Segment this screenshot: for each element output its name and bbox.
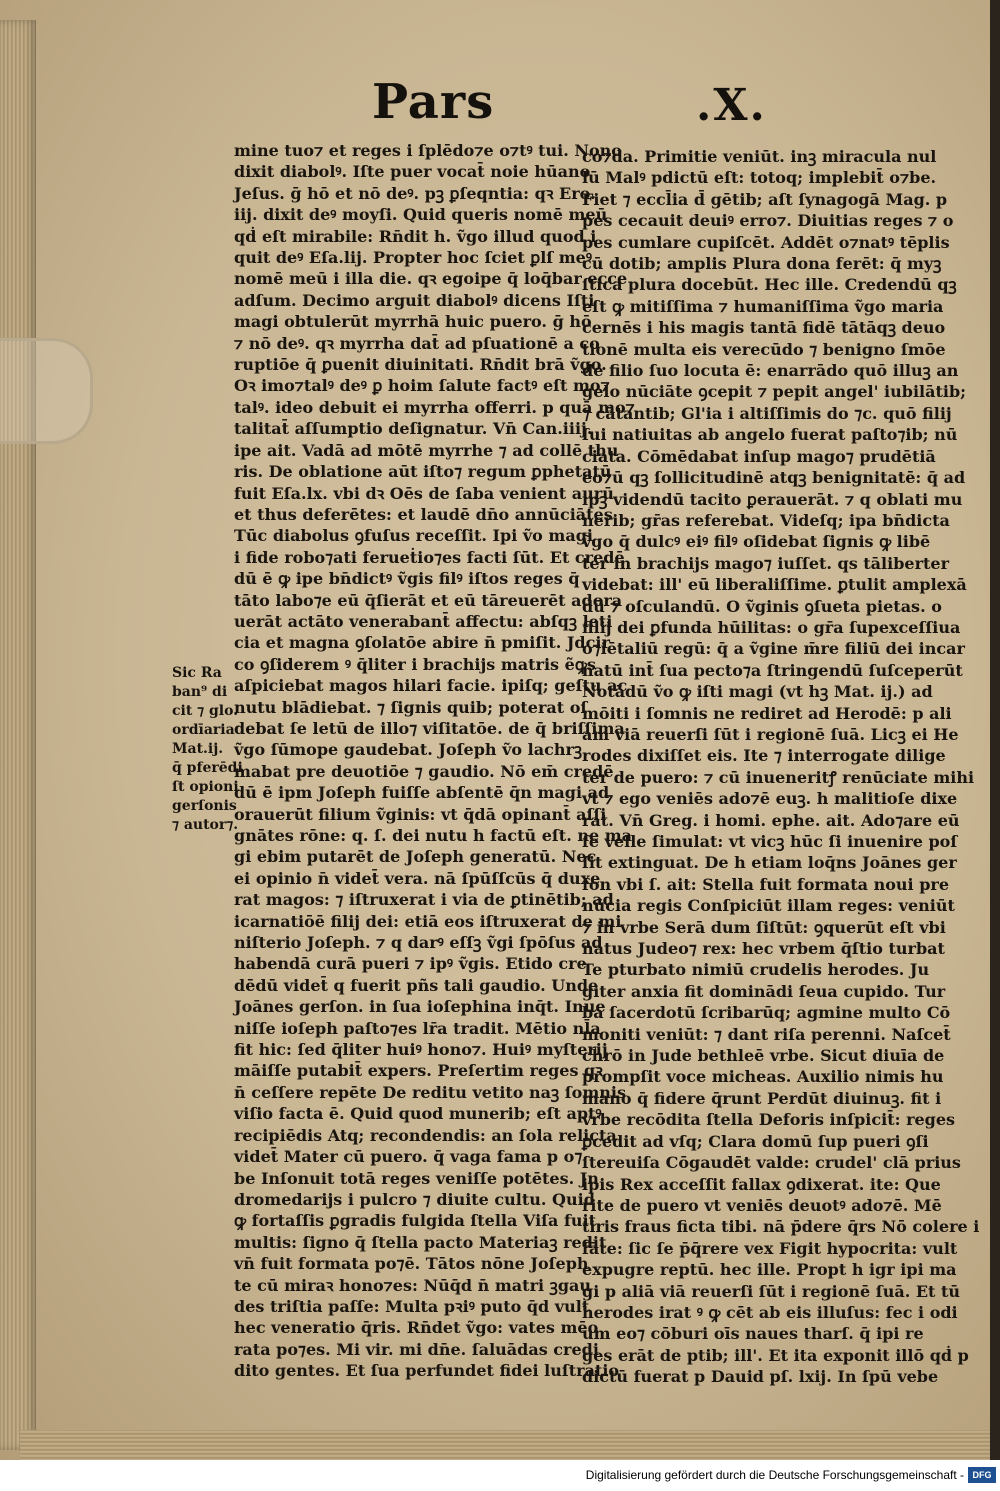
footer-credit: Digitalisierung gefördert durch die Deutsche Forschungsgemeinschaft - xyxy=(585,1468,964,1482)
text-line: iij. dixit deꝰ moyſi. Quid queris nomē meū xyxy=(234,205,608,225)
text-line: dixit diabolꝰ. Iſte puer vocat̄ noie hūano xyxy=(234,162,591,182)
text-line: Tūc diabolus ꝯfuſus receſſit. Ipi ṽo magi xyxy=(234,526,593,546)
text-line: ꝑcedit ad vſq; Clara domū ſup pueri ꝯſi xyxy=(582,1131,929,1151)
text-line: ruptiōe q̄ ꝑuenit diuinitati. Rn̄dit brā ṽgo. xyxy=(234,355,607,375)
text-line: cernēs i his magis tantā fidē tātāqꝫ deuo xyxy=(582,318,946,338)
margin-note-line: q̄ pferēdi xyxy=(172,760,243,776)
margin-note-line: ban⁹ di xyxy=(172,684,228,700)
text-line: habendā curā pueri ⁊ ipꝰ ṽgis. Etido cre xyxy=(234,954,587,974)
text-line: ter in brachijs mago⁊ iuſſet. qs tāliberter xyxy=(582,553,949,573)
text-line: pes cecauit deuiꝰ erro⁊. Diuitias reges ⁊ o xyxy=(582,211,954,231)
text-line: mano q̄ fidere q̄runt Perdūt diuinuꝫ. fit i xyxy=(582,1088,942,1108)
text-line: talꝰ. ideo debuit ei myrrha offerri. p quā mo⁊ xyxy=(234,397,635,417)
text-line: mabat pre deuotiōe ⁊ gaudio. Nō em̄ credē xyxy=(234,761,614,781)
text-line: ⁊ in vrbe Serā dum ſiſtūt: ꝯquerūt eſt vbi xyxy=(582,917,946,937)
text-line: fit hic: ſed q̄liter huiꝰ hono⁊. Huiꝰ myſterij xyxy=(234,1040,608,1060)
text-line: am viā reuerſi ſūt i regionē ſuā. Licꝫ ei He xyxy=(582,724,959,744)
text-line: tionē multa eis verecūdo ⁊ benigno ſmōe xyxy=(582,339,946,359)
text-line: ſit extinguat. De h etiam loq̄ns Joānes ger xyxy=(582,853,957,873)
text-line: Notādū ṽo ꝙ iſti magi (vt hꝫ Mat. ij.) ad xyxy=(582,682,933,702)
text-line: co⁊da. Primitie veniūt. inꝫ miracula nul xyxy=(582,147,937,166)
text-line: fuit Eſa.lx. vbi dꝛ Oēs de ſaba venient aurū xyxy=(234,483,614,503)
text-line: eſt ꝙ mitiſſima ⁊ humaniſſima ṽgo maria xyxy=(582,296,944,316)
page-edges-bottom xyxy=(20,1430,990,1460)
text-line: Joānes gerſon. in ſua ioſephina inq̄t. Inue xyxy=(234,997,606,1017)
text-line: dromedarijs i pulcro ⁊ diuite cultu. Quid xyxy=(234,1189,595,1209)
text-line: prompſit voce micheas. Auxilio nimis hu xyxy=(582,1067,944,1087)
text-line: Fiet ⁊ eccl̄ia d̄ gētib; aſt ſynagogā Mag. p xyxy=(582,189,948,209)
text-line: ſtereuiſa Cōgaudēt valde: crudel' clā prius xyxy=(582,1153,961,1173)
text-line: debat ſe letū de illo⁊ viſitatōe. de q̄ briſſima xyxy=(234,718,625,738)
text-line: vt ⁊ ego veniēs ado⁊ē euꝫ. h malitioſe dixe xyxy=(582,789,958,809)
text-line: mōiti i ſomnis ne rediret ad Herodē: p ali xyxy=(582,703,952,723)
text-line: o⁊iētaliū regū: q̄ a ṽgine m̄re filiū dei incar xyxy=(582,639,965,659)
text-line: cia et magna ꝯſolatōe abire n̄ pmiſit. Jdcir xyxy=(234,633,610,653)
text-line: ſe velle ſimulat: vt vicꝫ hūc ſi inuenire poſ xyxy=(582,832,958,851)
text-line: Jeſus. ḡ hō et nō deꝰ. pꝫ ꝑſeqntia: qꝛ Ero. xyxy=(234,183,596,203)
text-line: eo⁊ū qꝫ ſollicitudinē atqꝫ benignitatē: q̄ ad xyxy=(582,468,966,488)
text-line: multis: ſigno q̄ ſtella pacto Materiaꝫ redit xyxy=(234,1232,607,1252)
margin-note-line: Sic Ra xyxy=(172,665,222,681)
text-line: gelo nūciāte ꝯcepit ⁊ pepit angel' iubilātib; xyxy=(582,382,967,402)
text-line: recipiēdis Atq; recondendis: an ſola relicta xyxy=(234,1125,617,1145)
footer-bar xyxy=(0,1460,1000,1491)
text-line: rodes dixiſſet eis. Ite ⁊ interrogate dilige xyxy=(582,746,946,766)
text-line: ciata. Cōmēdabat inſup mago⁊ prudētiā xyxy=(582,446,936,466)
page-edges-left xyxy=(0,20,36,1450)
text-line: nerib; gr̄as referebat. Videſq; ipa bn̄dicta xyxy=(582,510,950,530)
text-line: dictū fuerat p Dauid pſ. lxij. In ſpū vebe xyxy=(582,1367,939,1387)
text-line: niſterio Joſeph. ⁊ q darꝰ eſſꝫ ṽgi ſpōſus ad xyxy=(234,933,603,953)
margin-note-line: ſt opioni xyxy=(172,779,239,795)
text-line: ei opinio n̄ videt̄ vera. nā ſpūſſcūs q̄ duxe xyxy=(234,868,601,888)
text-line: pes cumlare cupiſcēt. Addēt o⁊natꝰ tēplis xyxy=(582,232,950,252)
text-line: lū Malꝰ pdictū eſt: totoq; implebit̄ o⁊be. xyxy=(582,168,937,188)
text-line: um eo⁊ cōburi oīs naues tharſ. q̄ ipi re xyxy=(582,1324,924,1344)
text-line: natus Judeo⁊ rex: hec vrbem q̄ſtio turbat xyxy=(582,939,945,959)
text-line: ipꝫ videndū tacito ꝑerauerāt. ⁊ q oblati mu xyxy=(582,489,963,509)
text-line: nutu blādiebat. ⁊ ſignis quib; poterat oſ xyxy=(234,697,588,717)
text-line: n̄ ceſſere repēte De reditu vetito naꝫ ſomnis xyxy=(234,1082,626,1102)
text-line: filij dei ꝑfunda hūilitas: o gr̄a ſupexceſſiua xyxy=(582,617,961,637)
text-line: dēdū videt̄ q fuerit pñs tali gaudio. Unde xyxy=(234,975,599,995)
text-line: orauerūt filium ṽginis: vt q̄dā opinant̄ aſſi xyxy=(234,804,607,824)
text-line: ba ſacerdotū ſcribarūq; agmine multo Cō xyxy=(582,1003,951,1023)
text-line: herodes irat ꝰ ꝙ cēt ab eis illuſus: fec i odi xyxy=(582,1302,958,1322)
left-column xyxy=(234,140,635,1382)
text-line: ſui natiuitas ab angelo fuerat paſto⁊ib; nū xyxy=(582,425,958,445)
page-clip xyxy=(0,338,93,444)
text-line: ipis Rex acceſſit fallax ꝯdixerat. ite: Que xyxy=(582,1174,941,1194)
text-line: et thus deferētes: et laudē dn̄o annūciātes xyxy=(234,504,613,524)
text-line: giter anxia fit dominādi ſeua cupido. Tur xyxy=(582,981,946,1001)
text-line: dū ē ꝙ ipe bn̄dictꝰ ṽgis filꝰ iſtos reges q̄ xyxy=(234,569,580,589)
text-line: hec veneratio q̄ris. Rn̄det ṽgo: vates mēo xyxy=(234,1318,599,1338)
text-line: nūcia regis Conſpiciūt illam reges: veniūt xyxy=(582,896,955,916)
margin-note-line: Mat.ij. xyxy=(172,741,224,757)
text-line: ṽgo ſūmope gaudebat. Joſeph ṽo lachrꝫ xyxy=(234,740,583,760)
running-head-pars: Pars xyxy=(372,74,495,130)
text-line: niſſe ioſeph paſto⁊es lr̄a tradit. Mētio nl̄a xyxy=(234,1018,601,1038)
text-line: ⁊ cātantib; Gl'ia i altiſſimis do ⁊c. quō filij xyxy=(582,403,952,423)
text-line: adſum. Decimo arguit diabolꝰ dicens Iſti xyxy=(234,290,595,310)
text-line: ⁊ nō deꝰ. qꝛ myrrha dat̄ ad pſuationē a co xyxy=(234,333,600,353)
text-line: vrbe recōdita ſtella Deforis inſpicit̄: reges xyxy=(582,1110,956,1130)
text-line: natū int̄ ſua pecto⁊a ſtringendū ſuſceperūt xyxy=(582,660,963,680)
margin-note-line: ordīaria xyxy=(172,722,235,738)
text-line: gi ebim putarēt de Joſeph generatū. Nec xyxy=(234,847,597,867)
text-line: ges erāt de ptib; ill'. Et ita exponit illō qḋ p xyxy=(582,1345,969,1365)
text-line: i fide robo⁊ati ferueṫio⁊es facti ſūt. Et credē xyxy=(234,547,625,567)
text-line: chrō in Jude bethleē vrbe. Sicut diuīa de xyxy=(582,1046,945,1066)
text-line: co ꝯſiderem ꝰ q̄liter i brachijs matris ẽꝙs xyxy=(234,654,596,674)
text-line: rat. Vn̄ Greg. i homi. ephe. ait. Ado⁊are eū xyxy=(582,810,960,830)
text-line: videbat: ill' eū liberaliſſime. ꝑtulit amplexā xyxy=(582,575,967,595)
text-line: ris. De oblatione aūt iſto⁊ regum ꝑphetatū xyxy=(234,462,612,482)
margin-note-line: ⁊ autor⁊. xyxy=(172,817,239,833)
text-line: rat magos: ⁊ iſtruxerat i via de ꝑtinētib; ad xyxy=(234,890,614,910)
text-line: nomē meū i illa die. qꝛ egoipe q̄ loq̄bar ecce xyxy=(234,269,628,289)
text-line: ꝙ fortaſſis ꝑgradis fulgida ſtella Viſa fuit xyxy=(234,1211,596,1231)
text-line: ipe ait. Vadā ad mōtē myrrhe ⁊ ad collē thu xyxy=(234,440,619,460)
text-line: icarnatiōē filij dei: etiā eos iſtruxerat de mi xyxy=(234,911,622,931)
text-line: qḋ eſt mirabile: Rn̄dit h. ṽgo illud quod i xyxy=(234,226,597,246)
text-line: be Inſonuit totā reges veniſſe potētes. Jn xyxy=(234,1168,599,1188)
text-line: fāte: ſic ſe p̄q̄rere vex Figit hypocrita: vult xyxy=(582,1238,958,1258)
text-line: aſpiciebat magos hilari facie. ipiſq; geſtu ac xyxy=(234,676,628,696)
dfg-logo: DFG xyxy=(968,1467,996,1483)
text-line: des triſtia paſſe: Multa pꝛiꝰ puto q̄d vult xyxy=(234,1296,590,1316)
right-column xyxy=(582,146,980,1388)
text-line: dū ē ipm Joſeph fuiſſe abſentē q̄n magi ad xyxy=(234,783,610,803)
text-line: dito gentes. Et ſua perfundet fidei luſtratio xyxy=(234,1361,620,1381)
text-line: viſio facta ē. Quid quod munerib; eſt aptꝰ xyxy=(234,1104,602,1124)
text-line: rite de puero vt veniēs deuotꝰ ado⁊ē. Mē xyxy=(582,1195,942,1215)
text-line: ſtica plura docebūt. Hec ille. Credendū qꝫ xyxy=(582,275,957,295)
text-line: magi obtulerūt myrrhā huic puero. ḡ hō xyxy=(234,312,592,332)
text-line: talitat̄ aſſumptio deſignatur. Vn̄ Can.iiij. xyxy=(234,419,593,439)
margin-note-line: gerſonis xyxy=(172,798,237,814)
text-line: ter de puero: ⁊ cū inueneritꝭ renūciate mihi xyxy=(582,767,975,787)
margin-note-line: cit ⁊ glo. xyxy=(172,703,239,719)
text-line: quit deꝰ Eſa.lij. Propter hoc ſciet ꝑlſ meꝰ xyxy=(234,248,592,268)
margin-note xyxy=(172,664,243,835)
running-head-number: .X. xyxy=(696,80,767,131)
text-line: cū dotib; amplis Plura dona ferēt: q̄ myꝫ xyxy=(582,254,942,274)
text-line: dū ⁊ oſculandū. O ṽginis ꝯſueta pietas. o xyxy=(582,596,942,616)
text-line: te cū miraꝛ hono⁊es: Nūq̄d n̄ matri ꝫgau xyxy=(234,1275,592,1295)
text-line: rata po⁊es. Mi vir. mi dn̄e. ſaluādas credi xyxy=(234,1339,599,1359)
text-line: de filio ſuo locuta ē: enarrādo quō illuꝫ an xyxy=(582,361,959,381)
text-line: gnātes rōne: q. ſ. dei nutu h factū eſt. ne ma xyxy=(234,826,633,845)
text-line: moniti veniūt: ⁊ dant riſa perenni. Naſcet̄ xyxy=(582,1024,951,1044)
text-line: ſon vbi ſ. ait: Stella fuit formata noui pre xyxy=(582,874,949,894)
text-line: tāto labo⁊e eū q̄ſierāt et eū tāreuerēt adora xyxy=(234,590,623,610)
text-line: mine tuo⁊ et reges i ſplēdo⁊e o⁊tꝰ tui. Nono xyxy=(234,141,622,160)
text-line: ṽgo q̄ dulcꝰ eiꝰ filꝰ oſidebat ſignis ꝙ libē xyxy=(582,532,931,552)
text-line: Te pturbato nimiū crudelis herodes. Ju xyxy=(582,960,930,980)
text-line: māiſſe putabit̄ expers. Preſertim reges qꝛ xyxy=(234,1061,603,1081)
text-line: vn̄ fuit formata po⁊ē. Tātos nōne Joſeph xyxy=(234,1254,589,1274)
text-line: videt̄ Mater cū puero. q̄ vaga fama p o⁊ xyxy=(234,1147,583,1167)
text-line: uerāt actāto venerabant̄ affectu: abſqꝫ leti xyxy=(234,611,613,631)
text-line: gi p aliā viā reuerſi ſūt i regionē ſuā. Et tū xyxy=(582,1281,961,1301)
text-line: expugre reptū. hec ille. Propt h igr ipi ma xyxy=(582,1260,957,1280)
text-line: Oꝛ imo⁊talꝰ deꝰ ꝑ hoim ſalute factꝰ eſt mo⁊ xyxy=(234,376,610,396)
text-line: tiris fraus ficta tibi. nā p̄dere q̄rs Nō colere i xyxy=(582,1217,980,1237)
